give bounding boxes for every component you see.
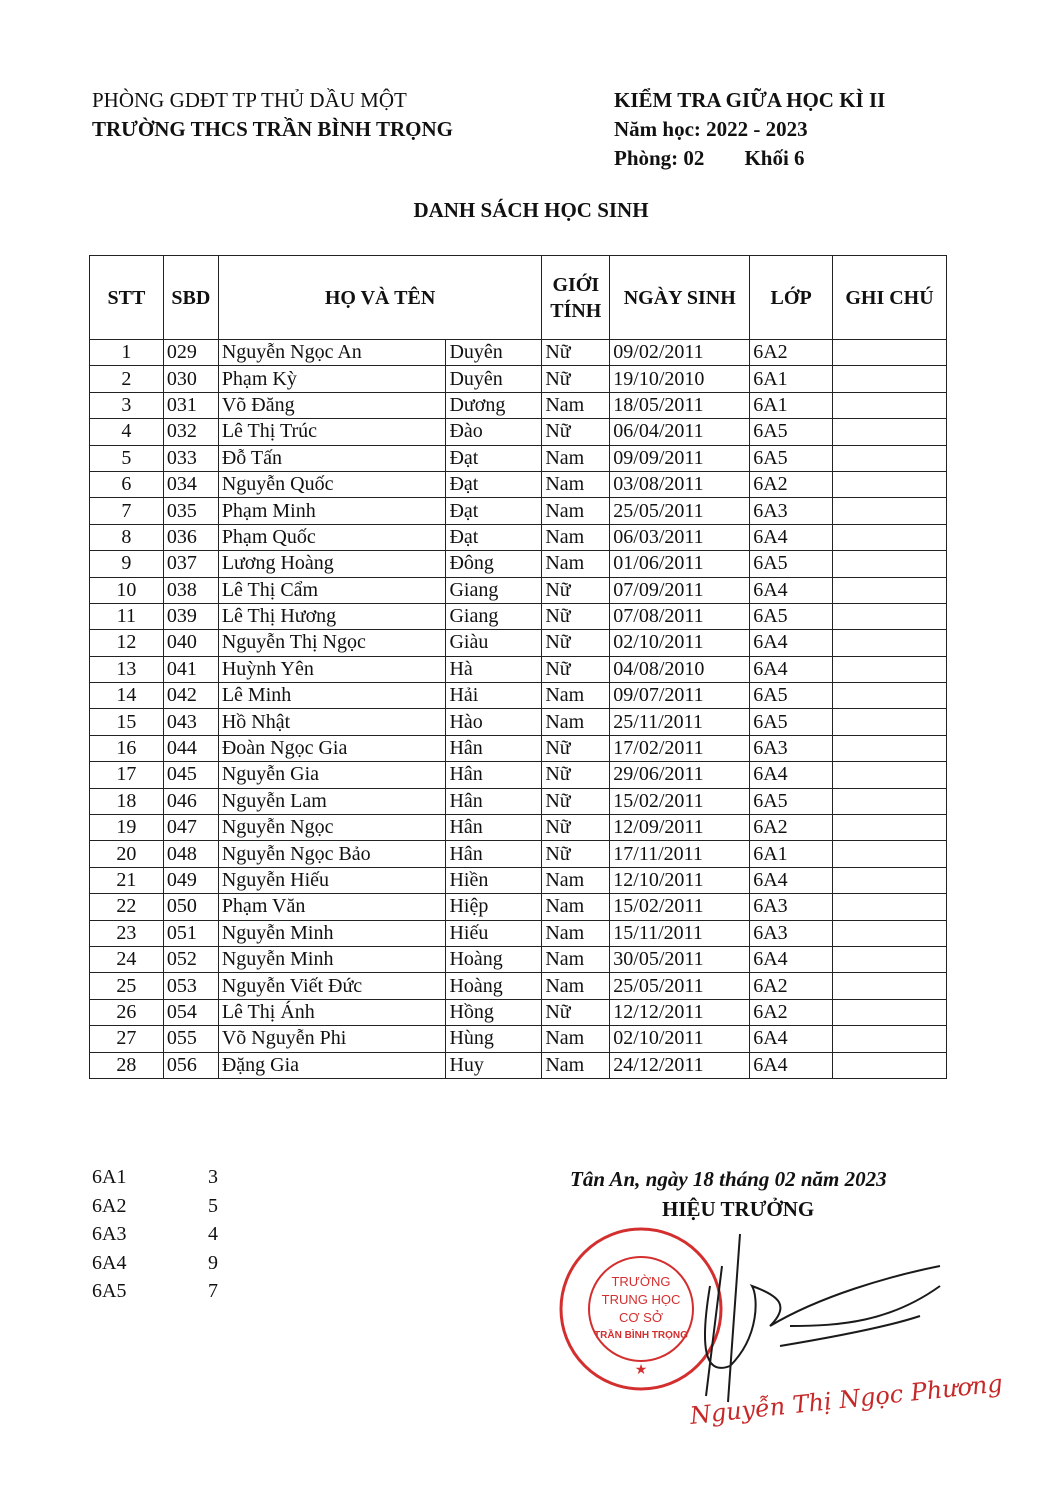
cell-ns: 30/05/2011	[610, 946, 750, 972]
cell-gc	[833, 841, 947, 867]
cell-ten: Hào	[446, 709, 542, 735]
cell-lop: 6A5	[750, 445, 833, 471]
cell-ten: Hiếu	[446, 920, 542, 946]
cell-ho: Phạm Quốc	[218, 524, 446, 550]
cell-ten: Hân	[446, 762, 542, 788]
table-row	[90, 841, 947, 867]
cell-ten: Duyên	[446, 340, 542, 366]
summary-count: 7	[208, 1280, 218, 1302]
cell-ns: 12/09/2011	[610, 815, 750, 841]
cell-gc	[833, 656, 947, 682]
cell-stt: 23	[90, 920, 164, 946]
cell-lop: 6A5	[750, 551, 833, 577]
cell-ns: 07/08/2011	[610, 603, 750, 629]
table-row	[90, 630, 947, 656]
cell-gc	[833, 709, 947, 735]
cell-ns: 01/06/2011	[610, 551, 750, 577]
cell-sbd: 033	[163, 445, 218, 471]
cell-ho: Đỗ Tấn	[218, 445, 446, 471]
cell-gt: Nữ	[542, 788, 610, 814]
cell-sbd: 040	[163, 630, 218, 656]
cell-lop: 6A5	[750, 419, 833, 445]
cell-ho: Huỳnh Yên	[218, 656, 446, 682]
cell-lop: 6A2	[750, 999, 833, 1025]
cell-ho: Lê Thị Trúc	[218, 419, 446, 445]
cell-gc	[833, 920, 947, 946]
cell-lop: 6A3	[750, 894, 833, 920]
table-row	[90, 551, 947, 577]
cell-stt: 1	[90, 340, 164, 366]
cell-ns: 07/09/2011	[610, 577, 750, 603]
cell-ns: 24/12/2011	[610, 1052, 750, 1078]
cell-ns: 09/07/2011	[610, 683, 750, 709]
col-class: LỚP	[750, 256, 833, 340]
cell-ho: Nguyễn Thị Ngọc	[218, 630, 446, 656]
cell-gt: Nam	[542, 683, 610, 709]
class-summary	[92, 1163, 218, 1306]
cell-lop: 6A4	[750, 656, 833, 682]
cell-stt: 21	[90, 867, 164, 893]
cell-gc	[833, 894, 947, 920]
cell-lop: 6A3	[750, 920, 833, 946]
summary-class: 6A4	[92, 1251, 127, 1274]
cell-gt: Nữ	[542, 815, 610, 841]
cell-gc	[833, 603, 947, 629]
cell-stt: 22	[90, 894, 164, 920]
cell-stt: 5	[90, 445, 164, 471]
cell-ns: 06/04/2011	[610, 419, 750, 445]
col-name: HỌ VÀ TÊN	[218, 256, 542, 340]
table-row	[90, 1052, 947, 1078]
cell-sbd: 041	[163, 656, 218, 682]
table-row	[90, 894, 947, 920]
cell-lop: 6A1	[750, 841, 833, 867]
cell-ten: Đạt	[446, 471, 542, 497]
cell-ns: 06/03/2011	[610, 524, 750, 550]
cell-gc	[833, 366, 947, 392]
cell-stt: 7	[90, 498, 164, 524]
cell-lop: 6A4	[750, 1052, 833, 1078]
cell-sbd: 048	[163, 841, 218, 867]
summary-row	[92, 1249, 218, 1278]
summary-count: 9	[208, 1251, 218, 1274]
cell-gc	[833, 419, 947, 445]
cell-gt: Nữ	[542, 656, 610, 682]
cell-stt: 15	[90, 709, 164, 735]
cell-gc	[833, 1052, 947, 1078]
cell-ho: Lê Thị Cẩm	[218, 577, 446, 603]
cell-ns: 17/02/2011	[610, 735, 750, 761]
cell-gt: Nữ	[542, 340, 610, 366]
table-row	[90, 656, 947, 682]
cell-sbd: 038	[163, 577, 218, 603]
cell-gt: Nam	[542, 894, 610, 920]
cell-ho: Phạm Kỳ	[218, 366, 446, 392]
cell-ns: 17/11/2011	[610, 841, 750, 867]
cell-ten: Hiền	[446, 867, 542, 893]
cell-ho: Nguyễn Ngọc An	[218, 340, 446, 366]
table-row	[90, 392, 947, 418]
cell-gc	[833, 471, 947, 497]
summary-class: 6A3	[92, 1223, 127, 1245]
cell-sbd: 052	[163, 946, 218, 972]
cell-gt: Nam	[542, 551, 610, 577]
cell-lop: 6A4	[750, 946, 833, 972]
cell-sbd: 054	[163, 999, 218, 1025]
cell-ten: Đông	[446, 551, 542, 577]
cell-stt: 13	[90, 656, 164, 682]
cell-ns: 02/10/2011	[610, 630, 750, 656]
table-row	[90, 709, 947, 735]
cell-gt: Nữ	[542, 577, 610, 603]
cell-sbd: 032	[163, 419, 218, 445]
cell-gc	[833, 973, 947, 999]
cell-ten: Hải	[446, 683, 542, 709]
cell-stt: 2	[90, 366, 164, 392]
table-row	[90, 973, 947, 999]
cell-lop: 6A1	[750, 392, 833, 418]
signature-date: Tân An, ngày 18 tháng 02 năm 2023	[570, 1167, 887, 1191]
col-dob: NGÀY SINH	[610, 256, 750, 340]
cell-stt: 17	[90, 762, 164, 788]
col-sbd: SBD	[163, 256, 218, 340]
cell-lop: 6A4	[750, 630, 833, 656]
cell-stt: 12	[90, 630, 164, 656]
cell-gt: Nam	[542, 498, 610, 524]
cell-gc	[833, 551, 947, 577]
cell-gt: Nữ	[542, 735, 610, 761]
cell-sbd: 047	[163, 815, 218, 841]
cell-lop: 6A2	[750, 340, 833, 366]
cell-sbd: 031	[163, 392, 218, 418]
table-row	[90, 471, 947, 497]
grade-label: Khối 6	[744, 146, 805, 170]
cell-gc	[833, 946, 947, 972]
table-row	[90, 524, 947, 550]
cell-sbd: 044	[163, 735, 218, 761]
cell-lop: 6A5	[750, 603, 833, 629]
cell-gt: Nữ	[542, 762, 610, 788]
cell-lop: 6A4	[750, 762, 833, 788]
cell-stt: 14	[90, 683, 164, 709]
cell-ten: Hoàng	[446, 946, 542, 972]
cell-sbd: 042	[163, 683, 218, 709]
cell-ns: 12/10/2011	[610, 867, 750, 893]
summary-row	[92, 1192, 218, 1221]
cell-gc	[833, 762, 947, 788]
cell-ten: Giàu	[446, 630, 542, 656]
col-stt: STT	[90, 256, 164, 340]
cell-lop: 6A2	[750, 973, 833, 999]
table-row	[90, 603, 947, 629]
cell-stt: 19	[90, 815, 164, 841]
header-right	[614, 86, 885, 173]
cell-ten: Hân	[446, 841, 542, 867]
svg-text:CƠ SỞ: CƠ SỞ	[619, 1310, 663, 1325]
cell-ho: Nguyễn Lam	[218, 788, 446, 814]
cell-sbd: 051	[163, 920, 218, 946]
cell-ns: 18/05/2011	[610, 392, 750, 418]
cell-sbd: 049	[163, 867, 218, 893]
cell-sbd: 037	[163, 551, 218, 577]
header-left	[92, 86, 453, 144]
cell-gc	[833, 867, 947, 893]
cell-gt: Nam	[542, 920, 610, 946]
cell-stt: 18	[90, 788, 164, 814]
room-grade-line	[614, 144, 885, 173]
cell-stt: 26	[90, 999, 164, 1025]
school-name: TRƯỜNG THCS TRẦN BÌNH TRỌNG	[92, 117, 453, 141]
cell-stt: 6	[90, 471, 164, 497]
summary-class: 6A1	[92, 1166, 127, 1188]
cell-ho: Lương Hoàng	[218, 551, 446, 577]
cell-ns: 12/12/2011	[610, 999, 750, 1025]
cell-ho: Lê Thị Hương	[218, 603, 446, 629]
cell-ten: Đạt	[446, 445, 542, 471]
cell-ns: 25/05/2011	[610, 498, 750, 524]
cell-sbd: 046	[163, 788, 218, 814]
svg-text:TRẦN BÌNH TRỌNG: TRẦN BÌNH TRỌNG	[594, 1330, 688, 1341]
summary-class: 6A2	[92, 1194, 127, 1217]
room-label: Phòng: 02	[614, 146, 705, 170]
page-title: DANH SÁCH HỌC SINH	[413, 198, 649, 222]
cell-stt: 11	[90, 603, 164, 629]
cell-sbd: 056	[163, 1052, 218, 1078]
cell-ns: 04/08/2010	[610, 656, 750, 682]
cell-ten: Huy	[446, 1052, 542, 1078]
table-row	[90, 788, 947, 814]
cell-lop: 6A2	[750, 815, 833, 841]
cell-ho: Phạm Văn	[218, 894, 446, 920]
cell-ho: Nguyễn Ngọc	[218, 815, 446, 841]
table-row	[90, 366, 947, 392]
svg-text:TRƯỜNG: TRƯỜNG	[611, 1274, 671, 1289]
cell-sbd: 035	[163, 498, 218, 524]
cell-stt: 16	[90, 735, 164, 761]
cell-gc	[833, 815, 947, 841]
cell-gt: Nam	[542, 445, 610, 471]
cell-gt: Nam	[542, 709, 610, 735]
cell-ns: 25/11/2011	[610, 709, 750, 735]
cell-ho: Võ Nguyễn Phi	[218, 1026, 446, 1052]
principal-signed-name: Nguyễn Thị Ngọc Phương	[688, 1369, 1004, 1430]
table-row	[90, 867, 947, 893]
cell-gt: Nữ	[542, 603, 610, 629]
cell-ho: Nguyễn Minh	[218, 920, 446, 946]
cell-lop: 6A4	[750, 1026, 833, 1052]
cell-gt: Nam	[542, 524, 610, 550]
cell-gc	[833, 392, 947, 418]
cell-sbd: 043	[163, 709, 218, 735]
cell-gt: Nam	[542, 946, 610, 972]
table-row	[90, 577, 947, 603]
cell-ten: Hân	[446, 815, 542, 841]
table-row	[90, 815, 947, 841]
cell-gc	[833, 577, 947, 603]
cell-ns: 09/02/2011	[610, 340, 750, 366]
department-name: PHÒNG GDĐT TP THỦ DẦU MỘT	[92, 88, 407, 112]
cell-stt: 9	[90, 551, 164, 577]
cell-lop: 6A4	[750, 577, 833, 603]
cell-ten: Hoàng	[446, 973, 542, 999]
cell-ho: Phạm Minh	[218, 498, 446, 524]
student-table	[89, 255, 947, 1079]
cell-lop: 6A3	[750, 735, 833, 761]
cell-ten: Hùng	[446, 1026, 542, 1052]
summary-row	[92, 1220, 218, 1249]
cell-sbd: 050	[163, 894, 218, 920]
cell-ten: Đạt	[446, 524, 542, 550]
cell-lop: 6A3	[750, 498, 833, 524]
exam-title: KIỂM TRA GIỮA HỌC KÌ II	[614, 88, 886, 112]
summary-row	[92, 1163, 218, 1192]
cell-gt: Nữ	[542, 366, 610, 392]
cell-ten: Hân	[446, 735, 542, 761]
summary-row	[92, 1277, 218, 1306]
cell-ho: Võ Đăng	[218, 392, 446, 418]
cell-ho: Nguyễn Quốc	[218, 471, 446, 497]
cell-sbd: 029	[163, 340, 218, 366]
cell-lop: 6A5	[750, 709, 833, 735]
cell-sbd: 055	[163, 1026, 218, 1052]
cell-gt: Nữ	[542, 841, 610, 867]
cell-stt: 10	[90, 577, 164, 603]
table-row	[90, 999, 947, 1025]
cell-ten: Hiệp	[446, 894, 542, 920]
cell-ns: 02/10/2011	[610, 1026, 750, 1052]
cell-lop: 6A5	[750, 683, 833, 709]
table-row	[90, 946, 947, 972]
cell-gc	[833, 630, 947, 656]
svg-text:★: ★	[634, 1363, 648, 1378]
cell-stt: 8	[90, 524, 164, 550]
cell-gc	[833, 498, 947, 524]
cell-sbd: 036	[163, 524, 218, 550]
cell-gc	[833, 340, 947, 366]
cell-ho: Lê Thị Ánh	[218, 999, 446, 1025]
cell-lop: 6A5	[750, 788, 833, 814]
cell-gt: Nữ	[542, 630, 610, 656]
col-gender-line1: GIỚI	[552, 273, 600, 296]
cell-gc	[833, 683, 947, 709]
summary-count: 5	[208, 1194, 218, 1217]
cell-gt: Nam	[542, 1026, 610, 1052]
cell-stt: 4	[90, 419, 164, 445]
cell-sbd: 053	[163, 973, 218, 999]
cell-gc	[833, 1026, 947, 1052]
table-row	[90, 1026, 947, 1052]
cell-gt: Nam	[542, 1052, 610, 1078]
cell-ten: Đào	[446, 419, 542, 445]
cell-gt: Nữ	[542, 419, 610, 445]
cell-lop: 6A4	[750, 867, 833, 893]
table-header-row	[90, 256, 947, 340]
cell-ho: Đặng Gia	[218, 1052, 446, 1078]
cell-ten: Hân	[446, 788, 542, 814]
summary-count: 4	[208, 1223, 218, 1245]
table-row	[90, 683, 947, 709]
cell-ns: 29/06/2011	[610, 762, 750, 788]
cell-gt: Nam	[542, 471, 610, 497]
cell-ho: Nguyễn Ngọc Bảo	[218, 841, 446, 867]
cell-gt: Nam	[542, 973, 610, 999]
cell-ten: Đạt	[446, 498, 542, 524]
cell-ho: Nguyễn Viết Đức	[218, 973, 446, 999]
cell-gc	[833, 735, 947, 761]
col-note: GHI CHÚ	[833, 256, 947, 340]
cell-ten: Giang	[446, 577, 542, 603]
cell-ho: Lê Minh	[218, 683, 446, 709]
table-row	[90, 762, 947, 788]
cell-ten: Hà	[446, 656, 542, 682]
table-row	[90, 419, 947, 445]
cell-ns: 19/10/2010	[610, 366, 750, 392]
table-row	[90, 340, 947, 366]
cell-ns: 15/02/2011	[610, 788, 750, 814]
summary-class: 6A5	[92, 1280, 127, 1302]
cell-ho: Nguyễn Hiếu	[218, 867, 446, 893]
cell-lop: 6A2	[750, 471, 833, 497]
cell-ten: Dương	[446, 392, 542, 418]
table-row	[90, 498, 947, 524]
cell-ns: 15/11/2011	[610, 920, 750, 946]
cell-ns: 03/08/2011	[610, 471, 750, 497]
cell-lop: 6A1	[750, 366, 833, 392]
cell-sbd: 039	[163, 603, 218, 629]
table-row	[90, 735, 947, 761]
cell-ho: Nguyễn Gia	[218, 762, 446, 788]
cell-ns: 25/05/2011	[610, 973, 750, 999]
cell-sbd: 034	[163, 471, 218, 497]
cell-stt: 3	[90, 392, 164, 418]
cell-ns: 09/09/2011	[610, 445, 750, 471]
col-gender	[542, 256, 610, 340]
cell-ns: 15/02/2011	[610, 894, 750, 920]
cell-gc	[833, 524, 947, 550]
col-gender-line2: TÍNH	[550, 299, 602, 322]
cell-ten: Duyên	[446, 366, 542, 392]
cell-gt: Nam	[542, 392, 610, 418]
cell-ho: Hồ Nhật	[218, 709, 446, 735]
cell-sbd: 045	[163, 762, 218, 788]
cell-stt: 25	[90, 973, 164, 999]
cell-ho: Nguyễn Minh	[218, 946, 446, 972]
cell-gc	[833, 445, 947, 471]
cell-ten: Hồng	[446, 999, 542, 1025]
cell-ho: Đoàn Ngọc Gia	[218, 735, 446, 761]
table-row	[90, 920, 947, 946]
cell-gc	[833, 999, 947, 1025]
cell-stt: 24	[90, 946, 164, 972]
cell-gc	[833, 788, 947, 814]
svg-text:TRUNG HỌC: TRUNG HỌC	[601, 1292, 681, 1307]
cell-gt: Nữ	[542, 999, 610, 1025]
summary-count: 3	[208, 1166, 218, 1188]
cell-ten: Giang	[446, 603, 542, 629]
table-row	[90, 445, 947, 471]
school-year: Năm học: 2022 - 2023	[614, 117, 808, 141]
cell-lop: 6A4	[750, 524, 833, 550]
cell-sbd: 030	[163, 366, 218, 392]
cell-stt: 27	[90, 1026, 164, 1052]
signature-role: HIỆU TRƯỞNG	[662, 1197, 815, 1221]
cell-stt: 20	[90, 841, 164, 867]
cell-gt: Nam	[542, 867, 610, 893]
table-body	[90, 340, 947, 1079]
cell-stt: 28	[90, 1052, 164, 1078]
